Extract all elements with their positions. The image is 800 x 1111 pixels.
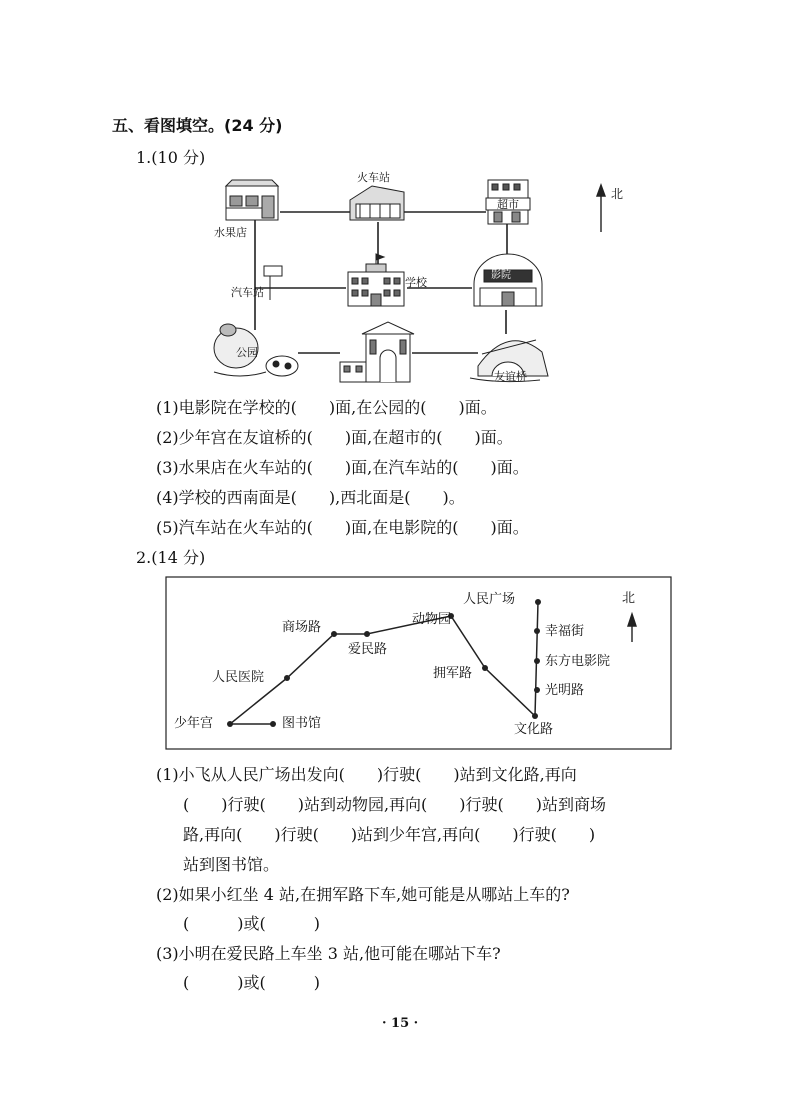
stop-people-hospital [284, 675, 290, 681]
stop-youth-palace [227, 721, 233, 727]
page-number: · 15 · [382, 1016, 419, 1031]
train-station-label: 火车站 [357, 171, 390, 184]
stop-wenhua-road [532, 713, 538, 719]
route-label-aimin-road: 爱民路 [348, 642, 388, 657]
route-label-mall-road: 商场路 [282, 620, 322, 635]
q1-question-4: (4)学校的西南面是( ),西北面是( )。 [156, 488, 465, 507]
route-north-arrow-icon [628, 614, 636, 642]
q2-3-answer: ( )或( ) [183, 973, 320, 992]
q2-2-line-1: (2)如果小红坐 4 站,在拥军路下车,她可能是从哪站上车的? [156, 885, 570, 904]
question-1-label: 1.(10 分) [136, 148, 206, 167]
stop-dongfang-cinema [534, 658, 540, 664]
q2-1-line-2: ( )行驶( )站到动物园,再向( )行驶( )站到商场 [183, 795, 607, 814]
route-label-yongjun-road: 拥军路 [433, 666, 473, 681]
route-label-xingfu-street: 幸福街 [545, 624, 585, 639]
stop-yongjun-road [482, 665, 488, 671]
route-label-wenhua-road: 文化路 [514, 722, 554, 737]
route-label-people-hospital: 人民医院 [212, 670, 265, 685]
q2-1-line-4: 站到图书馆。 [183, 855, 280, 874]
park-label: 公园 [236, 346, 258, 359]
q2-1-line-1: (1)小飞从人民广场出发向( )行驶( )站到文化路,再向 [156, 765, 577, 784]
q2-3-line-1: (3)小明在爱民路上车坐 3 站,他可能在哪站下车? [156, 944, 501, 963]
route-north-label: 北 [622, 591, 636, 606]
school-label: 学校 [405, 276, 427, 289]
bus-station-label: 汽车站 [231, 286, 264, 299]
q2-2-answer: ( )或( ) [183, 914, 320, 933]
route-label-youth-palace: 少年宫 [174, 716, 214, 731]
question-2-label: 2.(14 分) [136, 548, 206, 567]
north-label: 北 [611, 187, 624, 201]
route-label-zoo: 动物园 [412, 612, 452, 627]
fruit-shop-label: 水果店 [214, 226, 247, 239]
stop-xingfu-street [534, 628, 540, 634]
route-label-guangming-road: 光明路 [545, 683, 585, 698]
cinema-sign-label: 影院 [491, 270, 511, 281]
route-label-people-square: 人民广场 [463, 592, 516, 607]
q2-1-line-3: 路,再向( )行驶( )站到少年宫,再向( )行驶( ) [183, 825, 596, 844]
stop-people-square [535, 599, 541, 605]
route-label-library: 图书馆 [282, 716, 322, 731]
q1-question-3: (3)水果店在火车站的( )面,在汽车站的( )面。 [156, 458, 529, 477]
q1-question-2: (2)少年宫在友谊桥的( )面,在超市的( )面。 [156, 428, 513, 447]
bridge-label: 友谊桥 [494, 370, 527, 383]
stop-library [270, 721, 276, 727]
section-title: 五、看图填空。(24 分) [112, 116, 283, 135]
stop-mall-road [331, 631, 337, 637]
supermarket-label: 超市 [497, 198, 519, 211]
q1-question-5: (5)汽车站在火车站的( )面,在电影院的( )面。 [156, 518, 529, 537]
stop-guangming-road [534, 687, 540, 693]
stop-aimin-road [364, 631, 370, 637]
q1-question-1: (1)电影院在学校的( )面,在公园的( )面。 [156, 398, 497, 417]
route-label-dongfang-cinema: 东方电影院 [545, 654, 611, 669]
